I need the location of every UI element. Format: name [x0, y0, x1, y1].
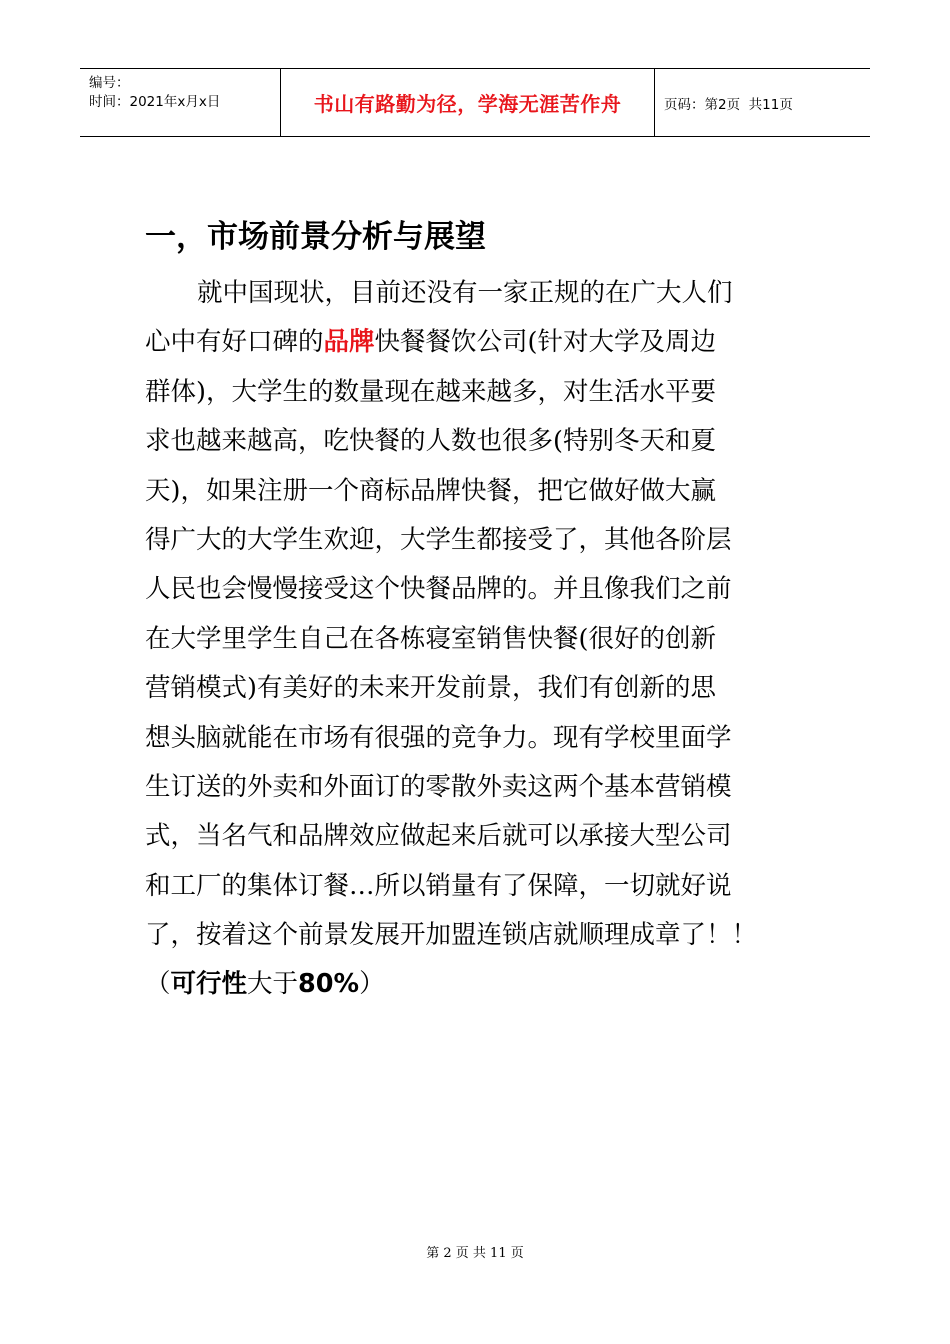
text-run: 式，当名气和品牌效应做起来后就可以承接大型公司 [145, 821, 732, 852]
text-run: 和工厂的集体订餐…所以销量有了保障，一切就好说 [145, 870, 732, 901]
paragraph-line [145, 565, 817, 614]
header-meta [80, 69, 281, 136]
paragraph-line [145, 417, 817, 466]
paragraph-line [145, 862, 817, 911]
paragraph-line [145, 911, 817, 960]
paragraph-line [145, 467, 817, 516]
paragraph-line [145, 368, 817, 417]
bold-percentage: 80% [298, 969, 360, 1000]
number-label: 编号： [89, 75, 130, 91]
text-run: 营销模式)有美好的未来开发前景，我们有创新的思 [145, 673, 716, 704]
header-page-info: 页码：第2页 共11页 [664, 96, 793, 113]
header-motto: 书山有路勤为径，学海无涯苦作舟 [281, 69, 655, 136]
page-header [80, 68, 870, 137]
paragraph-line [145, 516, 817, 565]
text-run: 天)，如果注册一个商标品牌快餐，把它做好做大赢 [145, 475, 716, 506]
text-run: 快餐餐饮公司(针对大学及周边 [374, 327, 716, 358]
text-run: 人民也会慢慢接受这个快餐品牌的。并且像我们之前 [145, 574, 732, 605]
section-content [145, 205, 817, 1010]
text-run: 了，按着这个前景发展开加盟连锁店就顺理成章了！！ [145, 920, 758, 951]
paragraph-line [145, 269, 817, 318]
highlighted-term: 品牌 [323, 327, 375, 358]
text-run: 就中国现状，目前还没有一家正规的在广大人们 [197, 278, 733, 308]
text-run: ） [359, 969, 385, 1000]
text-run: 求也越来越高，吃快餐的人数也很多(特别冬天和夏 [145, 426, 716, 457]
text-run: 想头脑就能在市场有很强的竞争力。现有学校里面学 [145, 722, 732, 753]
paragraph-line [145, 763, 817, 812]
text-run: 群体)，大学生的数量现在越来越多，对生活水平要 [145, 376, 716, 407]
paragraph-line [145, 960, 817, 1009]
text-run: 在大学里学生自己在各栋寝室销售快餐(很好的创新 [145, 623, 716, 654]
bold-term: 可行性 [170, 969, 248, 1000]
paragraph-line [145, 812, 817, 861]
page-footer: 第 2 页 共 11 页 [426, 1246, 524, 1261]
text-run: 心中有好口碑的 [145, 327, 324, 358]
text-run: 生订送的外卖和外面订的零散外卖这两个基本营销模 [145, 771, 732, 802]
paragraph-line [145, 318, 817, 367]
paragraph-line [145, 615, 817, 664]
time-label: 时间：2021年x月x日 [89, 94, 221, 110]
section-heading: 一，市场前景分析与展望 [145, 219, 486, 255]
body-paragraph [145, 269, 817, 1010]
text-run: 得广大的大学生欢迎，大学生都接受了，其他各阶层 [145, 524, 732, 555]
text-run: 大于 [247, 969, 299, 1000]
paragraph-line [145, 664, 817, 713]
paragraph-line [145, 714, 817, 763]
text-run: （ [145, 969, 171, 1000]
